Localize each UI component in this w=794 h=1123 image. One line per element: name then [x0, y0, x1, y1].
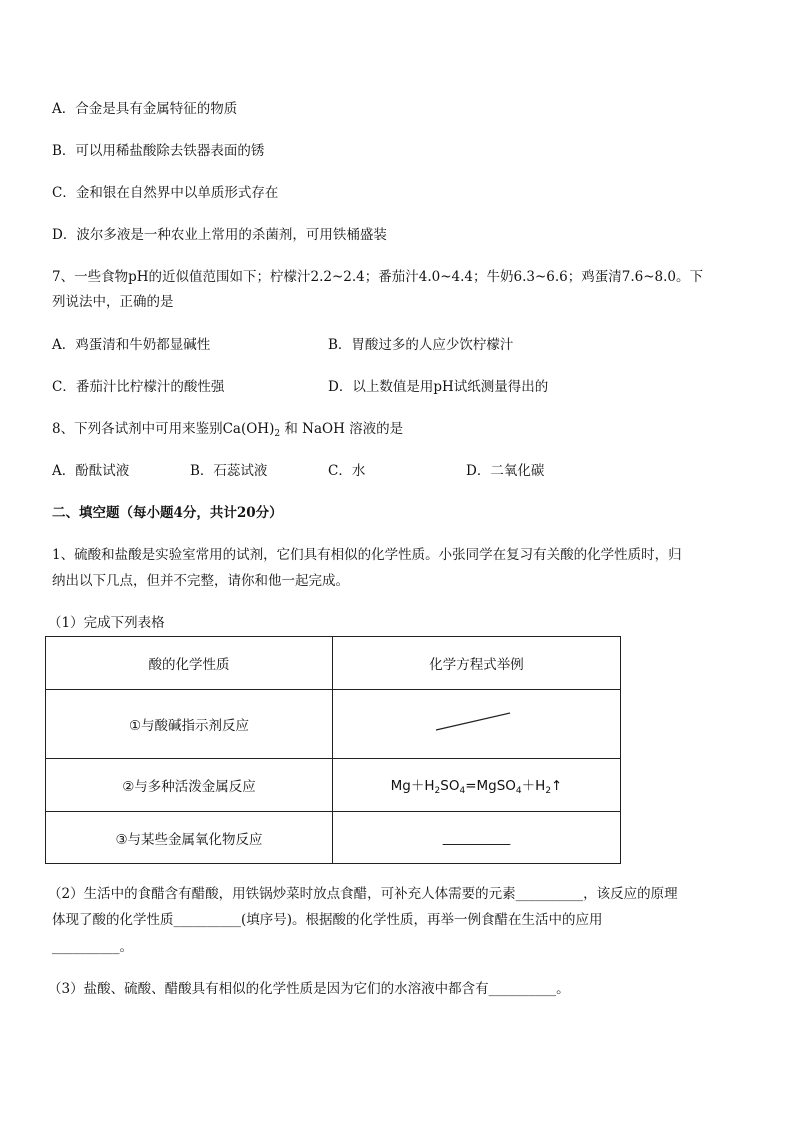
fill1-stem-line2: 纳出以下几点，但并不完整，请你和他一起完成。: [52, 573, 349, 589]
fill1-part2-line1: （2）生活中的食醋含有醋酸，用铁锅炒菜时放点食醋，可补充人体需要的元素__________，该反应的原理: [48, 886, 678, 902]
eq-part: SO: [440, 778, 460, 794]
up-arrow-icon: ↑: [551, 778, 563, 794]
q8-stem-suffix: 和 NaOH 溶液的是: [280, 421, 404, 437]
eq-sub: 4: [515, 786, 522, 796]
q8-option-c: C．水: [328, 463, 366, 479]
section-heading: 二、填空题（每小题4分，共计20分）: [52, 505, 283, 521]
q7-stem-line1: 7、一些食物pH的近似值范围如下；柠檬汁2.2~2.4；番茄汁4.0~4.4；牛奶6.3~6.6；鸡蛋清7.6~8.0。下: [52, 269, 704, 285]
fill1-part2-line2: 体现了酸的化学性质__________(填序号)。根据酸的化学性质，再举一例食醋在生活中的应用: [52, 912, 603, 928]
table-row3-property: ③与某些金属氧化物反应: [46, 812, 333, 864]
acid-properties-table: [45, 636, 621, 864]
q8-stem: [52, 420, 403, 443]
table-row: [46, 759, 621, 812]
fill1-part1-label: （1）完成下列表格: [48, 615, 165, 631]
q8-option-b: B．石蕊试液: [190, 463, 268, 479]
eq-sub: 2: [434, 786, 441, 796]
q8-stem-subscript: 2: [274, 429, 281, 439]
q8-option-d: D．二氧化碳: [466, 463, 545, 479]
eq-part: Mg＋H: [390, 778, 435, 794]
diagonal-slash-line: [432, 707, 522, 737]
eq-sub: 2: [545, 786, 552, 796]
table-row: [46, 812, 621, 864]
table-row2-equation: [333, 759, 621, 812]
table-header-row: [46, 637, 621, 690]
fill1-part3: （3）盐酸、硫酸、醋酸具有相似的化学性质是因为它们的水溶液中都含有__________。: [48, 981, 570, 997]
table-row1-property: ①与酸碱指示剂反应: [46, 690, 333, 759]
q7-option-b: B．胃酸过多的人应少饮柠檬汁: [328, 337, 514, 353]
q7-stem-line2: 列说法中，正确的是: [52, 294, 174, 310]
fill1-stem-line1: 1、硫酸和盐酸是实验室常用的试剂，它们具有相似的化学性质。小张同学在复习有关酸的化学性质时，归: [52, 547, 682, 563]
q6-option-c: C．金和银在自然界中以单质形式存在: [52, 185, 279, 201]
q6-option-b: B．可以用稀盐酸除去铁器表面的锈: [52, 143, 265, 159]
table-header-property: 酸的化学性质: [46, 637, 333, 690]
q7-option-a: A．鸡蛋清和牛奶都显碱性: [52, 337, 211, 353]
fill1-part2-line3: __________。: [52, 939, 133, 955]
eq-part: ＋H: [521, 778, 546, 794]
eq-part: =MgSO: [465, 778, 516, 794]
table-row3-answer-blank[interactable]: __________: [333, 812, 621, 864]
q6-option-d: D．波尔多液是一种农业上常用的杀菌剂，可用铁桶盛装: [52, 227, 387, 243]
table-row: [46, 690, 621, 759]
table-row2-property: ②与多种活泼金属反应: [46, 759, 333, 812]
q7-option-c: C．番茄汁比柠檬汁的酸性强: [52, 379, 225, 395]
q8-option-a: A．酚酞试液: [52, 463, 130, 479]
q8-stem-prefix: 8、下列各试剂中可用来鉴别Ca(OH): [52, 421, 275, 437]
eq-sub: 4: [459, 786, 466, 796]
table-row1-equation: [333, 690, 621, 759]
q7-option-d: D．以上数值是用pH试纸测量得出的: [328, 379, 549, 395]
q6-option-a: A．合金是具有金属特征的物质: [52, 101, 238, 117]
table-header-equation: 化学方程式举例: [333, 637, 621, 690]
